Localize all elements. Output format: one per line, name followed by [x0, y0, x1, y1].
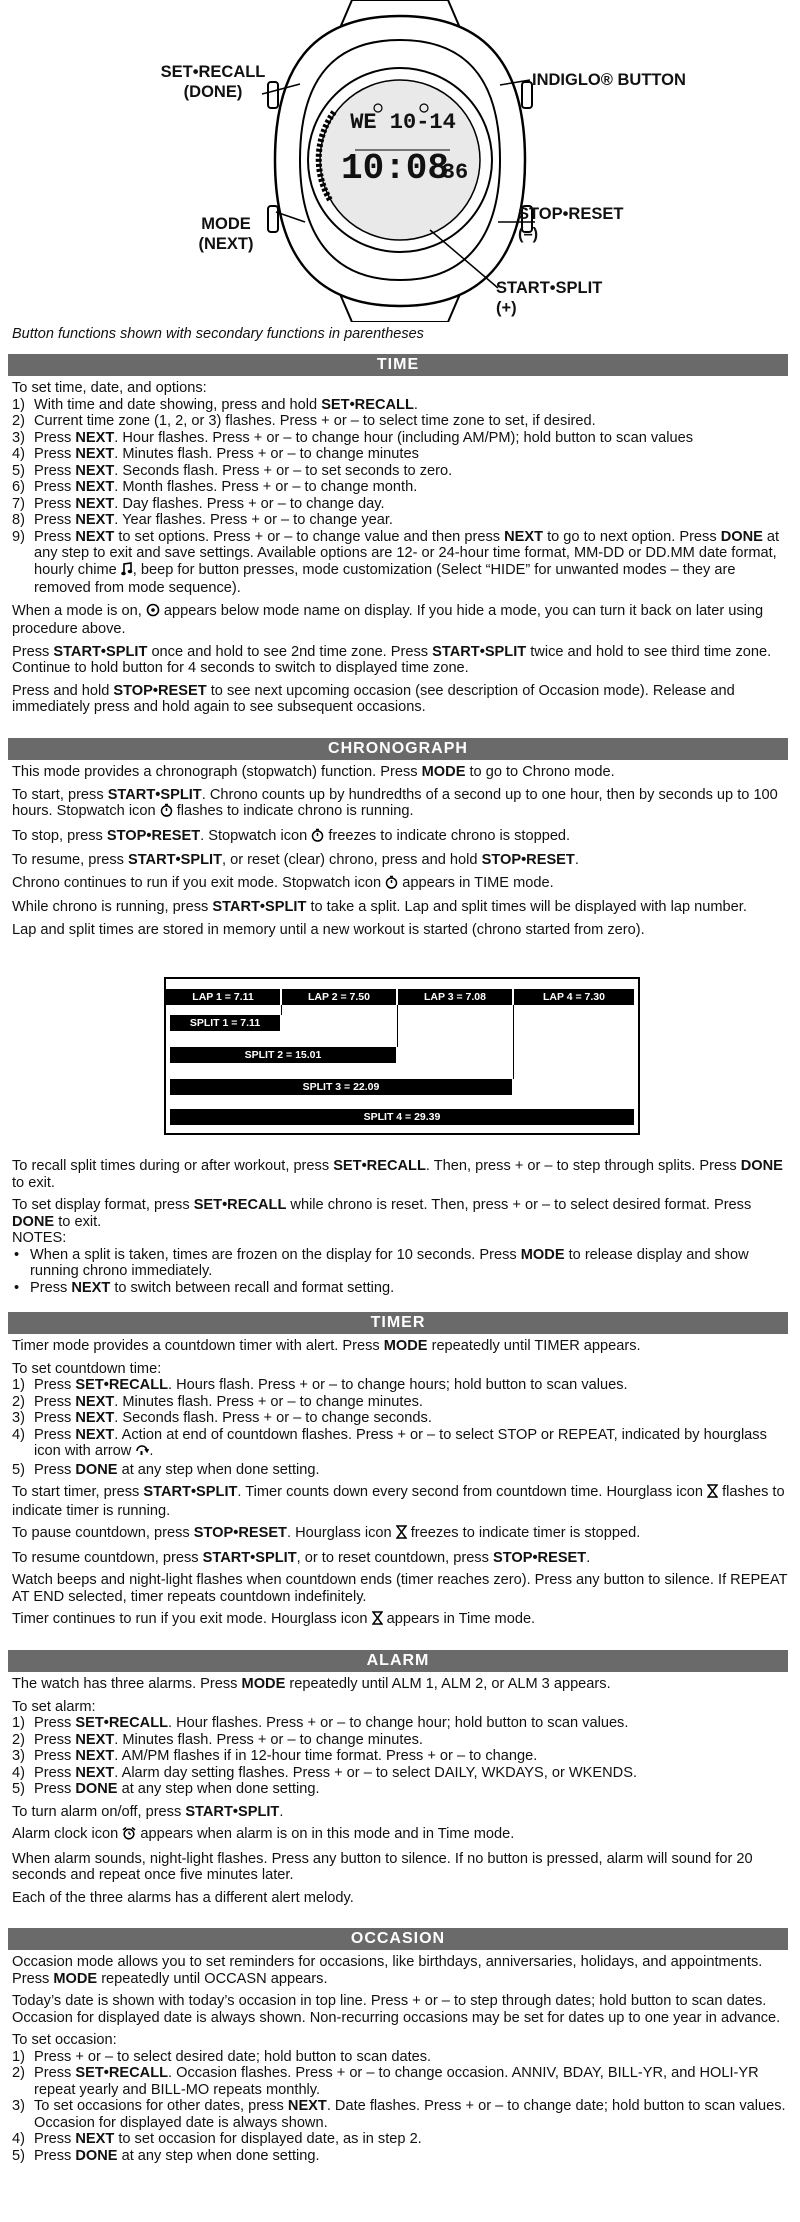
text: To turn alarm on/off, press — [12, 1803, 186, 1820]
button-name: START•SPLIT — [202, 1549, 297, 1566]
list-item — [12, 2065, 788, 2098]
step-text: With time and date showing, press and hold — [34, 396, 322, 413]
alarm-paragraph: When alarm sounds, night-light flashes. Press any button to silence. If no button is pressed, alarm will sound for 20 seconds and repeat once five minutes later. — [12, 1850, 753, 1883]
step-button: SET•RECALL — [321, 396, 414, 413]
text: repeatedly until TIMER appears. — [427, 1338, 641, 1354]
step-number: 3) — [12, 1410, 25, 1426]
text: . Chrono counts up by hundredths of a second up to one hour, then by seconds up to 100 hours. Stopwatch icon — [12, 786, 778, 819]
list-item — [12, 463, 788, 480]
text: . Timer counts down every second from countdown time. Hourglass icon — [237, 1484, 708, 1500]
text: . Stopwatch icon — [200, 827, 312, 844]
step-number: 1) — [12, 1715, 25, 1731]
mode-on-icon — [146, 603, 160, 622]
callout-set-recall — [158, 62, 268, 102]
text: . — [279, 1803, 284, 1820]
callout-set-recall-secondary: (DONE) — [183, 83, 243, 101]
step-number: 5) — [12, 1461, 25, 1478]
diagram-caption: Button functions shown with secondary functions in parentheses — [12, 326, 424, 342]
step-button: NEXT — [75, 495, 115, 512]
callout-mode-secondary: (NEXT) — [198, 235, 254, 253]
chrono-paragraph — [12, 852, 788, 869]
list-item — [12, 1732, 788, 1749]
text: Timer continues to run if you exit mode. Hourglass icon — [12, 1611, 372, 1627]
timer-intro: To set countdown time: — [12, 1360, 162, 1377]
screen-main-time: 10:08 — [340, 148, 450, 189]
callout-set-recall-label: SET•RECALL — [160, 63, 266, 81]
step-text: Press — [34, 495, 76, 512]
step-text: Press — [34, 1781, 76, 1797]
button-name: STOP•RESET — [492, 1549, 587, 1566]
list-item — [12, 2131, 788, 2148]
text: to go to Chrono mode. — [465, 764, 615, 780]
text: Timer mode provides a countdown timer with alert. Press — [12, 1338, 384, 1354]
text: appears below mode name on display. If you hide a mode, you can turn it back on later using procedure above. — [12, 602, 764, 637]
text: . Hourglass icon — [286, 1525, 396, 1541]
text: To recall split times during or after workout, press — [12, 1158, 334, 1174]
alarm-paragraph — [12, 1804, 788, 1821]
text: To start, press — [12, 786, 108, 803]
button-name: DONE — [12, 1213, 55, 1230]
step-text: Press — [34, 1426, 76, 1443]
text: to switch between recall and format setting. — [110, 1279, 395, 1296]
notes-list — [12, 1247, 788, 1297]
list-item — [12, 1280, 788, 1297]
occasion-paragraph — [12, 1954, 788, 1987]
text: Chrono continues to run if you exit mode. Stopwatch icon — [12, 874, 386, 891]
step-number: 3) — [12, 1748, 25, 1764]
watch-illustration — [0, 0, 800, 322]
step-button: SET•RECALL — [75, 1715, 169, 1731]
list-item — [12, 1377, 788, 1394]
step-text: . Hour flashes. Press + or – to change hour; hold button to scan values. — [168, 1715, 629, 1731]
section-chronograph-continued — [12, 1158, 788, 1296]
step-number: 4) — [12, 2131, 25, 2147]
step-text: . Minutes flash. Press + or – to change minutes. — [114, 1731, 423, 1748]
step-button: NEXT — [75, 1410, 115, 1426]
text: Press and hold — [12, 682, 114, 699]
step-button: NEXT — [75, 479, 115, 495]
step-number: 1) — [12, 396, 25, 413]
lap-split-table — [164, 977, 640, 1135]
step-text: Press — [34, 1748, 76, 1764]
section-timer — [12, 1338, 788, 1636]
step-button: DONE — [75, 2147, 118, 2164]
text: When a split is taken, times are frozen on the display for 10 seconds. Press — [30, 1246, 521, 1263]
step-text: Press — [34, 446, 76, 462]
step-number: 8) — [12, 512, 25, 528]
button-name: START•SPLIT — [107, 786, 202, 803]
step-number: 2) — [12, 1393, 25, 1410]
step-text: To set occasions for other dates, press — [34, 2098, 288, 2114]
step-button: NEXT — [75, 528, 115, 545]
time-paragraph-mode-on — [12, 603, 788, 638]
callout-stop-reset — [518, 204, 623, 244]
step-text: Press — [34, 462, 76, 479]
button-name: START•SPLIT — [53, 643, 148, 660]
step-text: . Year flashes. Press + or – to change year. — [114, 512, 393, 528]
button-name: START•SPLIT — [127, 852, 223, 868]
section-time — [12, 380, 788, 722]
text: Press — [12, 643, 54, 660]
step-button: NEXT — [75, 1764, 115, 1781]
text: To resume countdown, press — [12, 1549, 203, 1566]
button-name: STOP•RESET — [113, 682, 207, 699]
step-text: Press — [34, 2065, 76, 2081]
callout-start-split — [496, 278, 602, 318]
step-number: 4) — [12, 1426, 25, 1443]
timer-paragraph — [12, 1338, 788, 1355]
section-heading-timer: TIMER — [8, 1312, 788, 1334]
list-item — [12, 2148, 788, 2165]
step-text: to set options. Press + or – to change value and then press — [114, 528, 505, 545]
step-text: Press — [34, 1377, 76, 1393]
split-4-bar: SPLIT 4 = 29.39 — [170, 1109, 634, 1125]
text: . Then, press + or – to step through splits. Press — [425, 1158, 741, 1174]
step-text: . Occasion flashes. Press + or – to change occasion. ANNIV, BDAY, BILL-YR, and HOLI-YR repeat yearly and BILL-MO repeats monthly. — [34, 2065, 759, 2098]
notes-label: NOTES: — [12, 1230, 67, 1246]
step-text: Press — [34, 1393, 76, 1410]
timer-paragraph: Watch beeps and night-light flashes when countdown ends (timer reaches zero). Press any button to silence. If REPEAT AT END selected, timer repeats countdown indefinitely. — [12, 1572, 788, 1605]
step-button: NEXT — [75, 1731, 115, 1748]
step-number: 1) — [12, 1377, 25, 1393]
time-steps — [12, 397, 788, 597]
callout-start-split-secondary: (+) — [496, 299, 517, 317]
step-button: NEXT — [75, 1748, 115, 1764]
step-number: 5) — [12, 462, 25, 479]
chrono-paragraph — [12, 1158, 788, 1191]
step-text: to go to next option. Press — [543, 528, 721, 545]
step-text: Press — [34, 479, 76, 495]
chrono-paragraph: Lap and split times are stored in memory until a new workout is started (chrono started from zero). — [12, 921, 645, 938]
step-text: at any step when done setting. — [117, 1461, 320, 1478]
button-name: STOP•RESET — [193, 1525, 287, 1541]
step-button: NEXT — [75, 1426, 115, 1443]
step-number: 3) — [12, 429, 25, 446]
text: While chrono is running, press — [12, 899, 213, 915]
text: to exit. — [12, 1174, 55, 1191]
list-item — [12, 1765, 788, 1782]
callout-indiglo: INDIGLO® BUTTON — [532, 71, 686, 89]
callout-stop-reset-label: STOP•RESET — [518, 205, 624, 223]
text: once and hold to see 2nd time zone. Press — [147, 643, 433, 660]
step-button: NEXT — [287, 2098, 327, 2114]
alarm-paragraph — [12, 1826, 788, 1845]
text: appears in Time mode. — [382, 1611, 536, 1627]
list-item — [12, 529, 788, 597]
time-intro: To set time, date, and options: — [12, 380, 207, 396]
text: Alarm clock icon — [12, 1826, 123, 1842]
step-number: 6) — [12, 479, 25, 495]
timer-paragraph — [12, 1525, 788, 1544]
step-button: NEXT — [75, 1393, 115, 1410]
list-item — [12, 1715, 788, 1732]
step-number: 2) — [12, 2065, 25, 2081]
section-heading-time: TIME — [8, 354, 788, 376]
section-heading-alarm: ALARM — [8, 1650, 788, 1672]
list-item — [12, 2098, 788, 2131]
text: flashes to indicate timer is running. — [12, 1484, 785, 1519]
text: to exit. — [54, 1213, 102, 1230]
step-number: 4) — [12, 1764, 25, 1781]
step-text: at any step when done setting. — [117, 1781, 320, 1797]
button-name: NEXT — [71, 1279, 111, 1296]
text: while chrono is reset. Then, press + or – to select desired format. Press — [286, 1197, 752, 1213]
step-button: DONE — [75, 1461, 118, 1478]
button-name: SET•RECALL — [333, 1158, 426, 1174]
step-text: to set occasion for displayed date, as in step 2. — [114, 2131, 422, 2147]
text: flashes to indicate chrono is running. — [172, 803, 414, 819]
list-item — [12, 1462, 788, 1479]
step-button: DONE — [720, 528, 763, 545]
list-item — [12, 1410, 788, 1427]
section-occasion — [12, 1954, 788, 2170]
step-text: . Hours flash. Press + or – to change hours; hold button to scan values. — [168, 1377, 628, 1393]
button-name: START•SPLIT — [143, 1484, 238, 1500]
text: . — [574, 852, 579, 868]
hourglass-icon — [707, 1484, 718, 1503]
button-name: MODE — [421, 764, 466, 780]
step-text: at any step when done setting. — [117, 2147, 320, 2164]
step-text: at any step to exit and save settings. Available options are 12- or 24-hour time format, MM-DD or DD.MM date format, hourly chime — [34, 528, 780, 578]
step-text: Press — [34, 1764, 76, 1781]
watch-diagram — [0, 0, 800, 322]
step-text: . — [149, 1443, 154, 1459]
step-text: Press + or – to select desired date; hold button to scan dates. — [34, 2048, 432, 2065]
list-item — [12, 1394, 788, 1411]
button-name: MODE — [383, 1338, 428, 1354]
step-number: 5) — [12, 1781, 25, 1797]
text: This mode provides a chronograph (stopwatch) function. Press — [12, 764, 422, 780]
step-button: SET•RECALL — [75, 2065, 169, 2081]
step-number: 9) — [12, 528, 25, 545]
text: The watch has three alarms. Press — [12, 1676, 242, 1692]
alarm-paragraph: Each of the three alarms has a different alert melody. — [12, 1889, 354, 1906]
step-button: NEXT — [75, 2131, 115, 2147]
hourglass-icon — [396, 1525, 407, 1544]
step-number: 2) — [12, 1731, 25, 1748]
lap-4-bar: LAP 4 = 7.30 — [514, 989, 634, 1005]
list-item — [12, 1748, 788, 1765]
step-button: DONE — [75, 1781, 118, 1797]
lap-2-bar: LAP 2 = 7.50 — [282, 989, 396, 1005]
callout-start-split-label: START•SPLIT — [496, 279, 603, 297]
step-text: . Minutes flash. Press + or – to change minutes — [114, 446, 419, 462]
list-item — [12, 496, 788, 513]
button-name: START•SPLIT — [185, 1803, 280, 1820]
step-text: . — [413, 396, 418, 413]
screen-top-line: WE 10-14 — [350, 110, 456, 135]
timer-paragraph — [12, 1484, 788, 1519]
text: . — [586, 1549, 591, 1566]
button-name: MODE — [520, 1246, 565, 1263]
timer-steps — [12, 1377, 788, 1478]
list-item — [12, 413, 788, 430]
text: repeatedly until ALM 1, ALM 2, or ALM 3 appears. — [285, 1676, 611, 1692]
lap-3-bar: LAP 3 = 7.08 — [398, 989, 512, 1005]
chrono-paragraph — [12, 787, 788, 822]
step-text: . Date flashes. Press + or – to change date; hold button to scan values. Occasion for displayed date is always shown. — [34, 2098, 786, 2131]
step-text: Press — [34, 528, 76, 545]
section-chronograph — [12, 764, 788, 944]
time-paragraph-occasion — [12, 683, 788, 716]
step-button: NEXT — [75, 446, 115, 462]
callout-mode — [186, 214, 266, 254]
step-text: . Day flashes. Press + or – to change day. — [114, 495, 385, 512]
callout-mode-label: MODE — [201, 215, 251, 233]
step-text: Press — [34, 1410, 76, 1426]
button-name: STOP•RESET — [106, 827, 201, 844]
chrono-paragraph — [12, 764, 788, 781]
divider — [397, 1005, 398, 1047]
split-3-bar: SPLIT 3 = 22.09 — [170, 1079, 512, 1095]
text: , or reset (clear) chrono, press and hold — [222, 852, 482, 868]
chrono-paragraph — [12, 899, 788, 916]
button-name: START•SPLIT — [212, 899, 307, 915]
callout-stop-reset-secondary: (–) — [518, 225, 539, 243]
hourglass-repeat-icon — [135, 1443, 149, 1462]
occasion-paragraph: Today’s date is shown with today’s occasion in top line. Press + or – to step through dates; hold button to scan dates. Occasion for displayed date is always shown. Non-recurring occasions may be set for dates up to one year in advance. — [12, 1993, 781, 2026]
step-button: NEXT — [504, 528, 544, 545]
text: To stop, press — [12, 827, 107, 844]
step-text: . AM/PM flashes if in 12-hour time format. Press + or – to change. — [114, 1748, 538, 1764]
list-item — [12, 430, 788, 447]
text: , or to reset countdown, press — [296, 1549, 493, 1566]
section-alarm — [12, 1676, 788, 1912]
text: Press — [30, 1279, 72, 1296]
step-number: 4) — [12, 446, 25, 462]
step-text: , beep for button presses, mode customization (Select “HIDE” for unwanted modes – they are removed from mode sequence). — [34, 561, 736, 596]
text: appears in TIME mode. — [398, 874, 554, 891]
step-number: 3) — [12, 2098, 25, 2114]
step-number: 7) — [12, 495, 25, 512]
chrono-paragraph — [12, 1197, 788, 1230]
step-text: Current time zone (1, 2, or 3) flashes. Press + or – to select time zone to set, if desired. — [34, 413, 596, 429]
stopwatch-icon — [160, 803, 173, 822]
step-text: Press — [34, 1731, 76, 1748]
text: When a mode is on, — [12, 602, 146, 619]
time-paragraph-second-zone — [12, 644, 788, 677]
occasion-steps — [12, 2049, 788, 2165]
text: Occasion mode allows you to set reminders for occasions, like birthdays, anniversaries, holidays, and appointments. Press — [12, 1954, 763, 1987]
list-item — [12, 512, 788, 529]
text: To start timer, press — [12, 1484, 144, 1500]
music-note-icon — [121, 562, 133, 581]
screen-seconds: 36 — [441, 160, 469, 185]
step-text: Press — [34, 1461, 76, 1478]
chrono-paragraph — [12, 875, 788, 894]
stopwatch-icon — [385, 875, 398, 894]
text: To resume, press — [12, 852, 128, 868]
step-text: . Seconds flash. Press + or – to set seconds to zero. — [114, 462, 453, 479]
button-name: DONE — [740, 1158, 783, 1174]
list-item — [12, 1427, 788, 1462]
step-text: Press — [34, 512, 76, 528]
step-button: NEXT — [75, 429, 115, 446]
text: repeatedly until OCCASN appears. — [97, 1970, 328, 1987]
split-2-bar: SPLIT 2 = 15.01 — [170, 1047, 396, 1063]
text: to take a split. Lap and split times will be displayed with lap number. — [306, 899, 747, 915]
alarm-intro: To set alarm: — [12, 1698, 96, 1715]
list-item — [12, 1247, 788, 1280]
text: freezes to indicate timer is stopped. — [406, 1525, 641, 1541]
step-number: 2) — [12, 413, 25, 429]
step-text: . Hour flashes. Press + or – to change hour (including AM/PM); hold button to scan values — [114, 429, 694, 446]
lap-1-bar: LAP 1 = 7.11 — [166, 989, 280, 1005]
step-text: Press — [34, 429, 76, 446]
button-name: START•SPLIT — [432, 643, 527, 660]
button-name: MODE — [241, 1676, 286, 1692]
text: freezes to indicate chrono is stopped. — [324, 827, 571, 844]
button-name: MODE — [53, 1970, 98, 1987]
text: To set display format, press — [12, 1197, 194, 1213]
alarm-paragraph — [12, 1676, 788, 1693]
list-item — [12, 1781, 788, 1798]
text: twice and hold to see third time zone. Continue to hold button for 4 seconds to switch to displayed time zone. — [12, 643, 772, 676]
step-text: Press — [34, 1715, 76, 1731]
timer-paragraph — [12, 1550, 788, 1567]
list-item — [12, 397, 788, 414]
timer-paragraph — [12, 1611, 788, 1630]
list-item — [12, 2049, 788, 2066]
step-button: SET•RECALL — [75, 1377, 169, 1393]
button-name: STOP•RESET — [481, 852, 575, 868]
step-text: Press — [34, 2131, 76, 2147]
divider — [281, 1005, 282, 1015]
chrono-paragraph — [12, 828, 788, 847]
step-text: . Seconds flash. Press + or – to change seconds. — [114, 1410, 432, 1426]
text: appears when alarm is on in this mode and in Time mode. — [136, 1826, 515, 1842]
button-name: SET•RECALL — [193, 1197, 287, 1213]
split-1-bar: SPLIT 1 = 7.11 — [170, 1015, 280, 1031]
divider — [513, 1005, 514, 1079]
hourglass-icon — [372, 1611, 383, 1630]
alarm-clock-icon — [122, 1826, 136, 1845]
text: To pause countdown, press — [12, 1525, 194, 1541]
step-number: 1) — [12, 2048, 25, 2065]
step-text: . Alarm day setting flashes. Press + or – to select DAILY, WKDAYS, or WKENDS. — [114, 1764, 638, 1781]
step-text: . Minutes flash. Press + or – to change minutes. — [114, 1393, 423, 1410]
step-text: . Action at end of countdown flashes. Press + or – to select STOP or REPEAT, indicated by hourglass icon with arrow — [34, 1426, 767, 1459]
text: to see next upcoming occasion (see description of Occasion mode). Release and immediately press and hold again to see subsequent occasions. — [12, 682, 735, 715]
section-heading-occasion: OCCASION — [8, 1928, 788, 1950]
section-heading-chronograph: CHRONOGRAPH — [8, 738, 788, 760]
step-text: . Month flashes. Press + or – to change month. — [114, 479, 418, 495]
alarm-steps — [12, 1715, 788, 1798]
list-item — [12, 479, 788, 496]
step-text: Press — [34, 2147, 76, 2164]
occasion-intro: To set occasion: — [12, 2032, 117, 2048]
step-button: NEXT — [75, 462, 115, 479]
stopwatch-icon — [311, 828, 324, 847]
text: to release display and show running chrono immediately. — [30, 1246, 749, 1279]
list-item — [12, 446, 788, 463]
step-button: NEXT — [75, 512, 115, 528]
step-number: 5) — [12, 2147, 25, 2164]
